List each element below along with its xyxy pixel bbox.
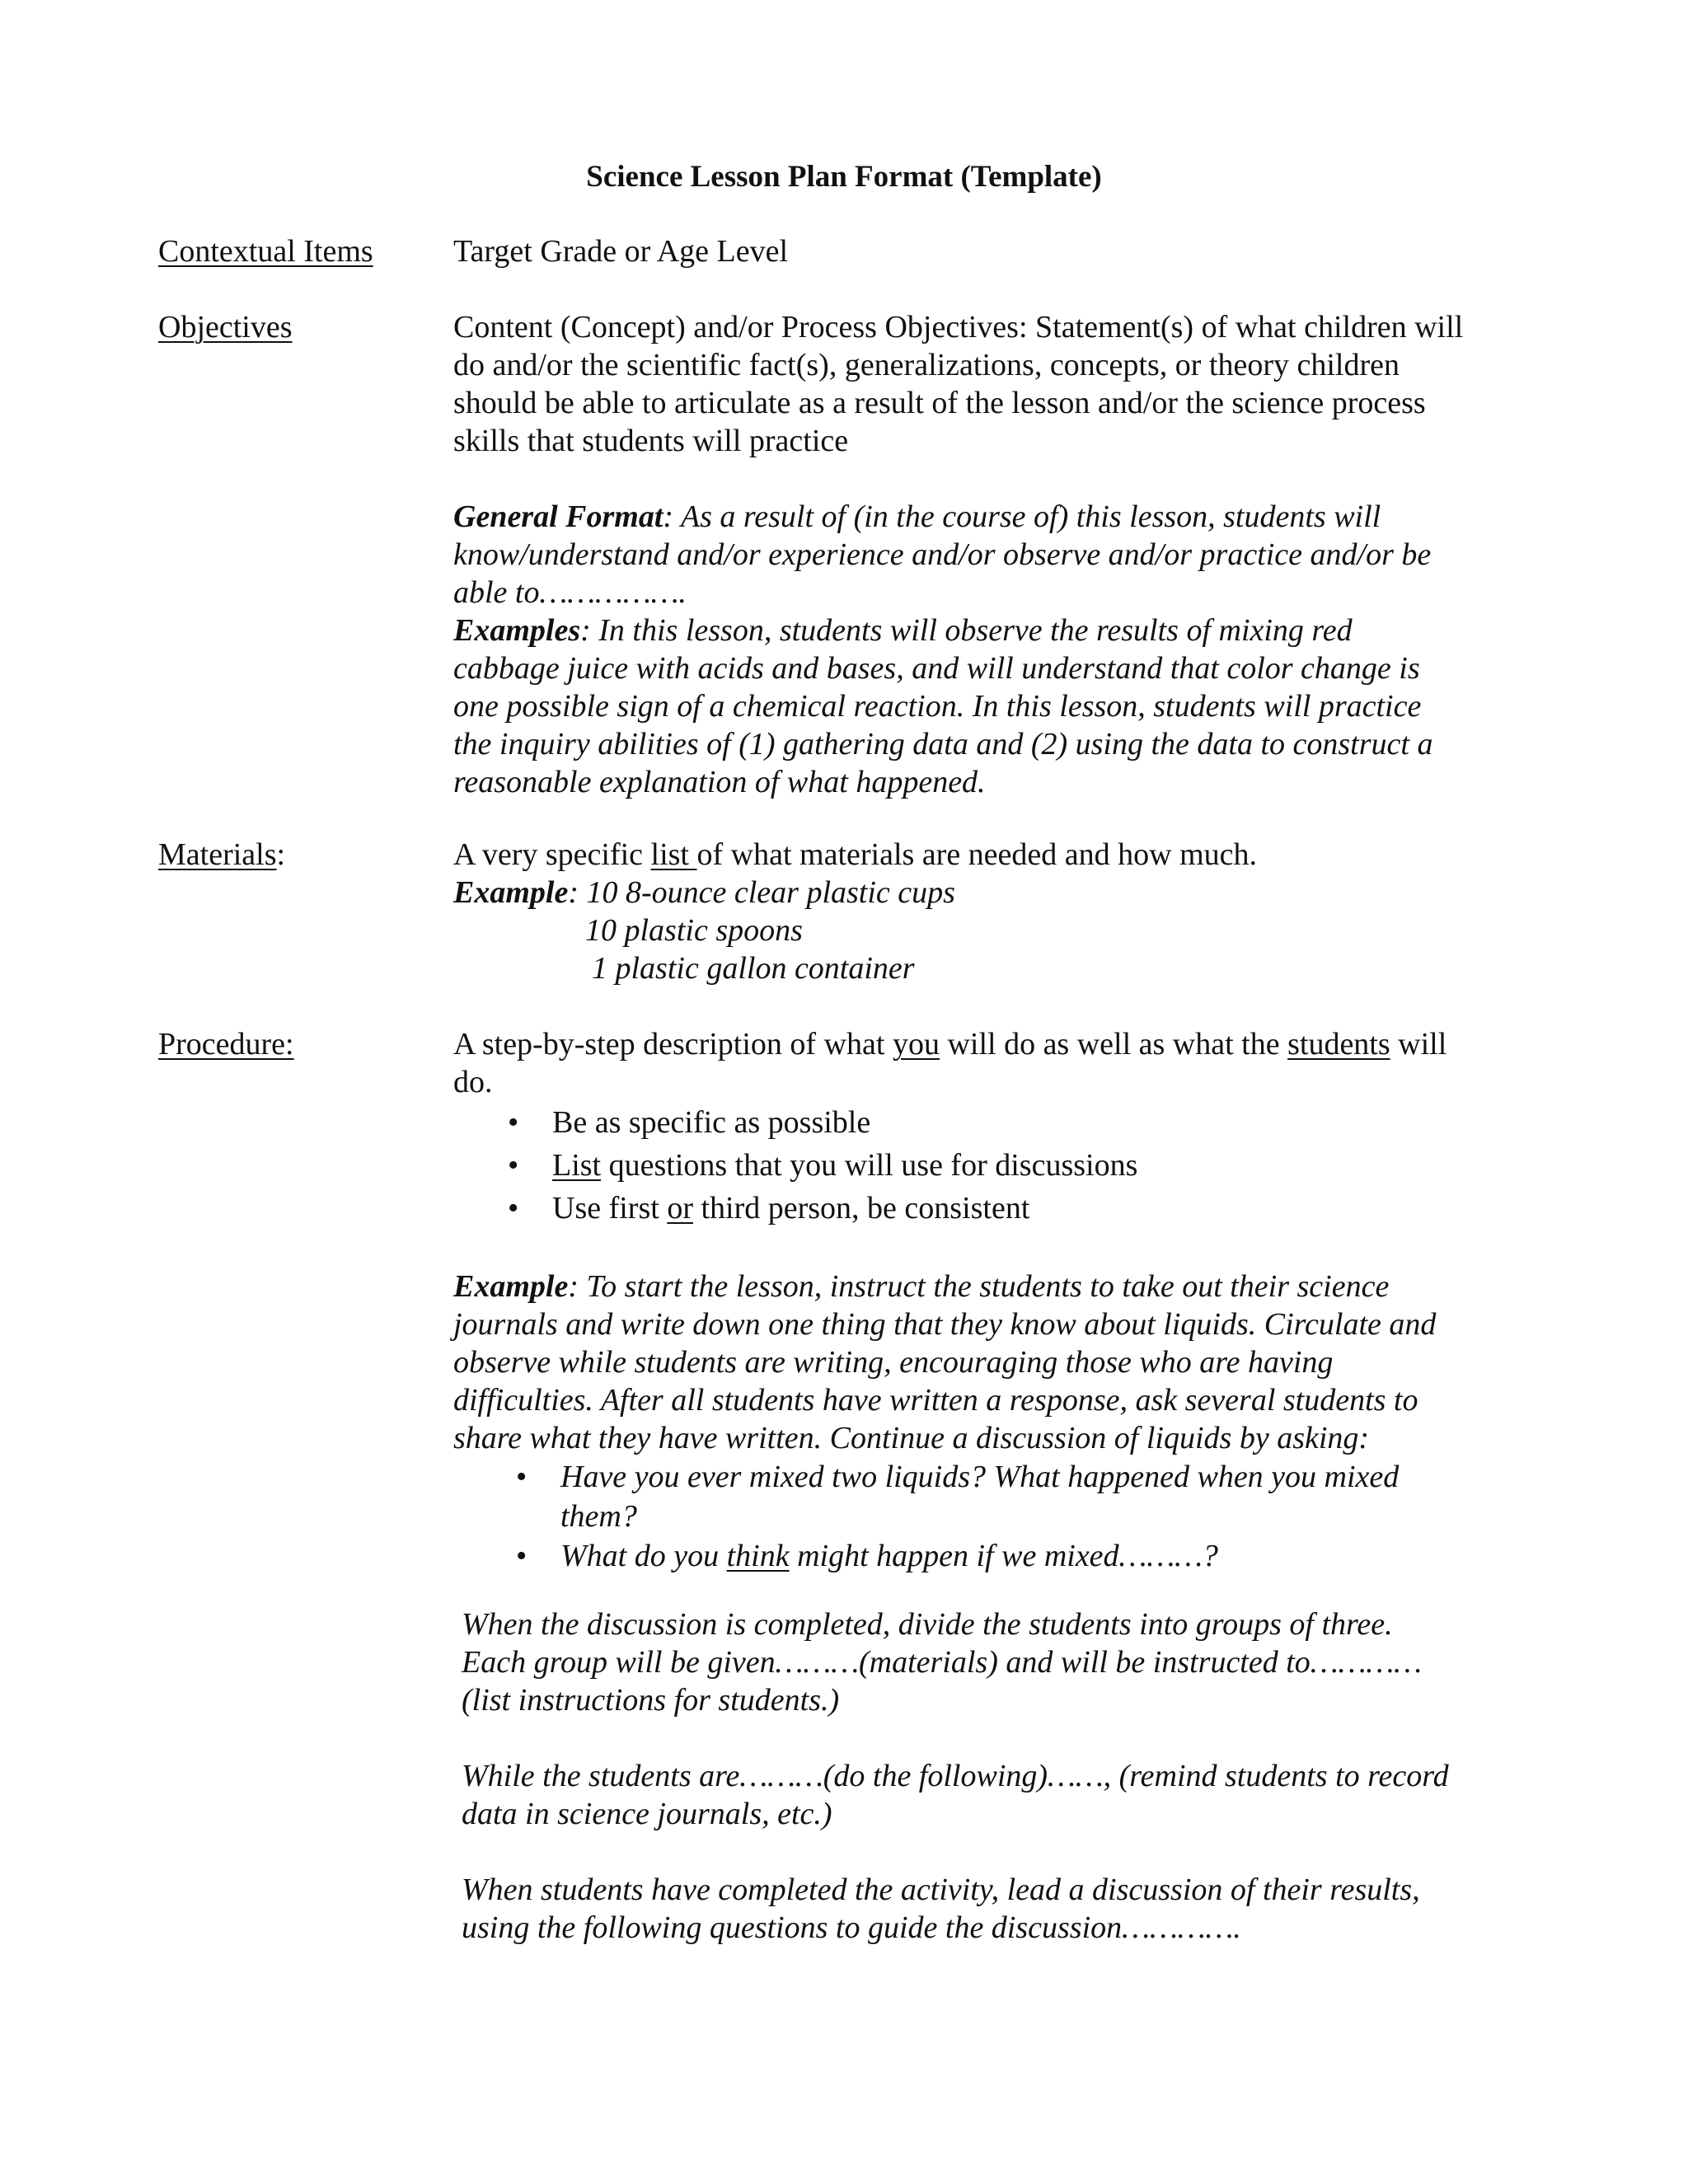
- question-2-pre: What do you: [560, 1539, 727, 1573]
- procedure-intro-part-3: will: [1390, 1027, 1447, 1062]
- general-format-label: General Format: [453, 499, 663, 534]
- materials-intro-pre: A very specific: [453, 837, 651, 872]
- examples-label: Examples: [453, 613, 581, 648]
- examples-text-1: : In this lesson, students will observe the results of mixing red: [580, 613, 1353, 648]
- examples-line-1: [453, 612, 1525, 649]
- bullet-icon: •: [508, 1191, 519, 1226]
- materials-label-text: Materials: [158, 837, 277, 872]
- question-1-line-1: Have you ever mixed two liquids? What happened when you mixed: [560, 1460, 1400, 1494]
- procedure-example-line-5: share what they have written. Continue a discussion of liquids by asking:: [453, 1421, 1370, 1455]
- procedure-intro-part-1: A step-by-step description of what: [453, 1027, 893, 1062]
- groups-line-2: Each group will be given………(materials) and will be instructed to…………: [462, 1645, 1422, 1680]
- objectives-line-1: Content (Concept) and/or Process Objectives: Statement(s) of what children will: [453, 310, 1464, 344]
- objectives-line-2: do and/or the scientific fact(s), generalizations, concepts, or theory children: [453, 348, 1400, 382]
- materials-label-colon: :: [276, 837, 286, 872]
- procedure-intro-line-1: [453, 1025, 1525, 1063]
- document-title: Science Lesson Plan Format (Template): [586, 160, 1102, 194]
- spacer: [453, 1230, 1525, 1268]
- contextual-items-text: [453, 232, 1525, 270]
- procedure-intro-line-2: do.: [453, 1065, 493, 1099]
- general-format-line-3: able to…………….: [453, 575, 687, 610]
- groups-line-1: When the discussion is completed, divide the students into groups of three.: [462, 1607, 1393, 1642]
- procedure-example-label: Example: [453, 1269, 569, 1304]
- general-format-text-1: : As a result of (in the course of) this lesson, students will: [663, 499, 1381, 534]
- objectives-line-4: skills that students will practice: [453, 424, 849, 458]
- list-item: [453, 1144, 1525, 1187]
- procedure-block: [453, 1025, 1525, 1576]
- when-line-2: using the following questions to guide the discussion………….: [462, 1910, 1241, 1945]
- list-item: [462, 1536, 1525, 1576]
- materials-block: [453, 836, 1525, 987]
- section-label-contextual-items: Contextual Items: [158, 234, 373, 269]
- spacer: [462, 1719, 1533, 1757]
- section-label-materials: [158, 836, 285, 874]
- list-item: [453, 1187, 1525, 1230]
- bullet-text-2-rest: questions that you will use for discussions: [601, 1148, 1138, 1183]
- materials-intro-post: of what materials are needed and how much.: [696, 837, 1258, 872]
- procedure-intro-you: you: [892, 1027, 940, 1062]
- bullet-text-3-post: third person, be consistent: [692, 1191, 1030, 1226]
- materials-item-1: : 10 8-ounce clear plastic cups: [568, 875, 955, 910]
- procedure-example-line-2: journals and write down one thing that they know about liquids. Circulate and: [453, 1307, 1437, 1342]
- examples-line-4: the inquiry abilities of (1) gathering data and (2) using the data to construct a: [453, 727, 1433, 762]
- spacer: [453, 460, 1525, 498]
- procedure-intro-students: students: [1287, 1027, 1390, 1062]
- materials-example-line-1: [453, 874, 1525, 912]
- section-label-procedure: Procedure:: [158, 1027, 294, 1062]
- materials-intro: [453, 836, 1525, 874]
- examples-line-5: reasonable explanation of what happened.: [453, 765, 986, 799]
- general-format-line-2: know/understand and/or experience and/or observe and/or practice and/or be: [453, 537, 1432, 572]
- list-item: [453, 1101, 1525, 1144]
- procedure-example-line-4: difficulties. After all students have written a response, ask several students to: [453, 1383, 1418, 1418]
- discussion-questions-list: [453, 1457, 1525, 1576]
- when-line-1: When students have completed the activity, lead a discussion of their results,: [462, 1872, 1420, 1907]
- question-2-think: think: [726, 1539, 790, 1573]
- examples-line-2: cabbage juice with acids and bases, and will understand that color change is: [453, 651, 1420, 686]
- bullet-text-2-list: List: [552, 1148, 602, 1183]
- procedure-example-line-3: observe while students are writing, encouraging those who are having: [453, 1345, 1334, 1380]
- bullet-icon: •: [508, 1105, 519, 1140]
- materials-item-2: 10 plastic spoons: [585, 913, 803, 948]
- bullet-text-1: Be as specific as possible: [552, 1105, 871, 1140]
- objectives-line-3: should be able to articulate as a result of the lesson and/or the science process: [453, 386, 1426, 420]
- procedure-example-line-1: [453, 1268, 1525, 1305]
- bullet-icon: •: [516, 1460, 528, 1494]
- materials-intro-list: list: [650, 837, 697, 872]
- materials-example-label: Example: [453, 875, 569, 910]
- procedure-guidelines-list: [453, 1101, 1525, 1230]
- materials-item-3: 1 plastic gallon container: [592, 951, 915, 986]
- bullet-text-3-pre: Use first: [552, 1191, 668, 1226]
- groups-line-3: (list instructions for students.): [462, 1683, 840, 1718]
- section-label-objectives: Objectives: [158, 310, 293, 344]
- bullet-icon: •: [516, 1539, 528, 1573]
- general-format-line-1: [453, 498, 1525, 536]
- while-line-1: While the students are………(do the following)……, (remind students to record: [462, 1759, 1449, 1793]
- target-grade-text: Target Grade or Age Level: [453, 234, 789, 269]
- objectives-block: [453, 308, 1525, 801]
- spacer: [462, 1833, 1533, 1871]
- bullet-icon: •: [508, 1148, 519, 1183]
- procedure-example-text-1: : To start the lesson, instruct the students to take out their science: [568, 1269, 1390, 1304]
- question-2-post: might happen if we mixed………?: [789, 1539, 1218, 1573]
- list-item: [462, 1457, 1525, 1536]
- examples-line-3: one possible sign of a chemical reaction. In this lesson, students will practice: [453, 689, 1422, 724]
- bullet-text-3-or: or: [667, 1191, 693, 1226]
- question-1-line-2: them?: [560, 1499, 637, 1534]
- procedure-intro-part-2: will do as well as what the: [939, 1027, 1288, 1062]
- while-line-2: data in science journals, etc.): [462, 1797, 832, 1831]
- procedure-paragraphs: [462, 1605, 1533, 1947]
